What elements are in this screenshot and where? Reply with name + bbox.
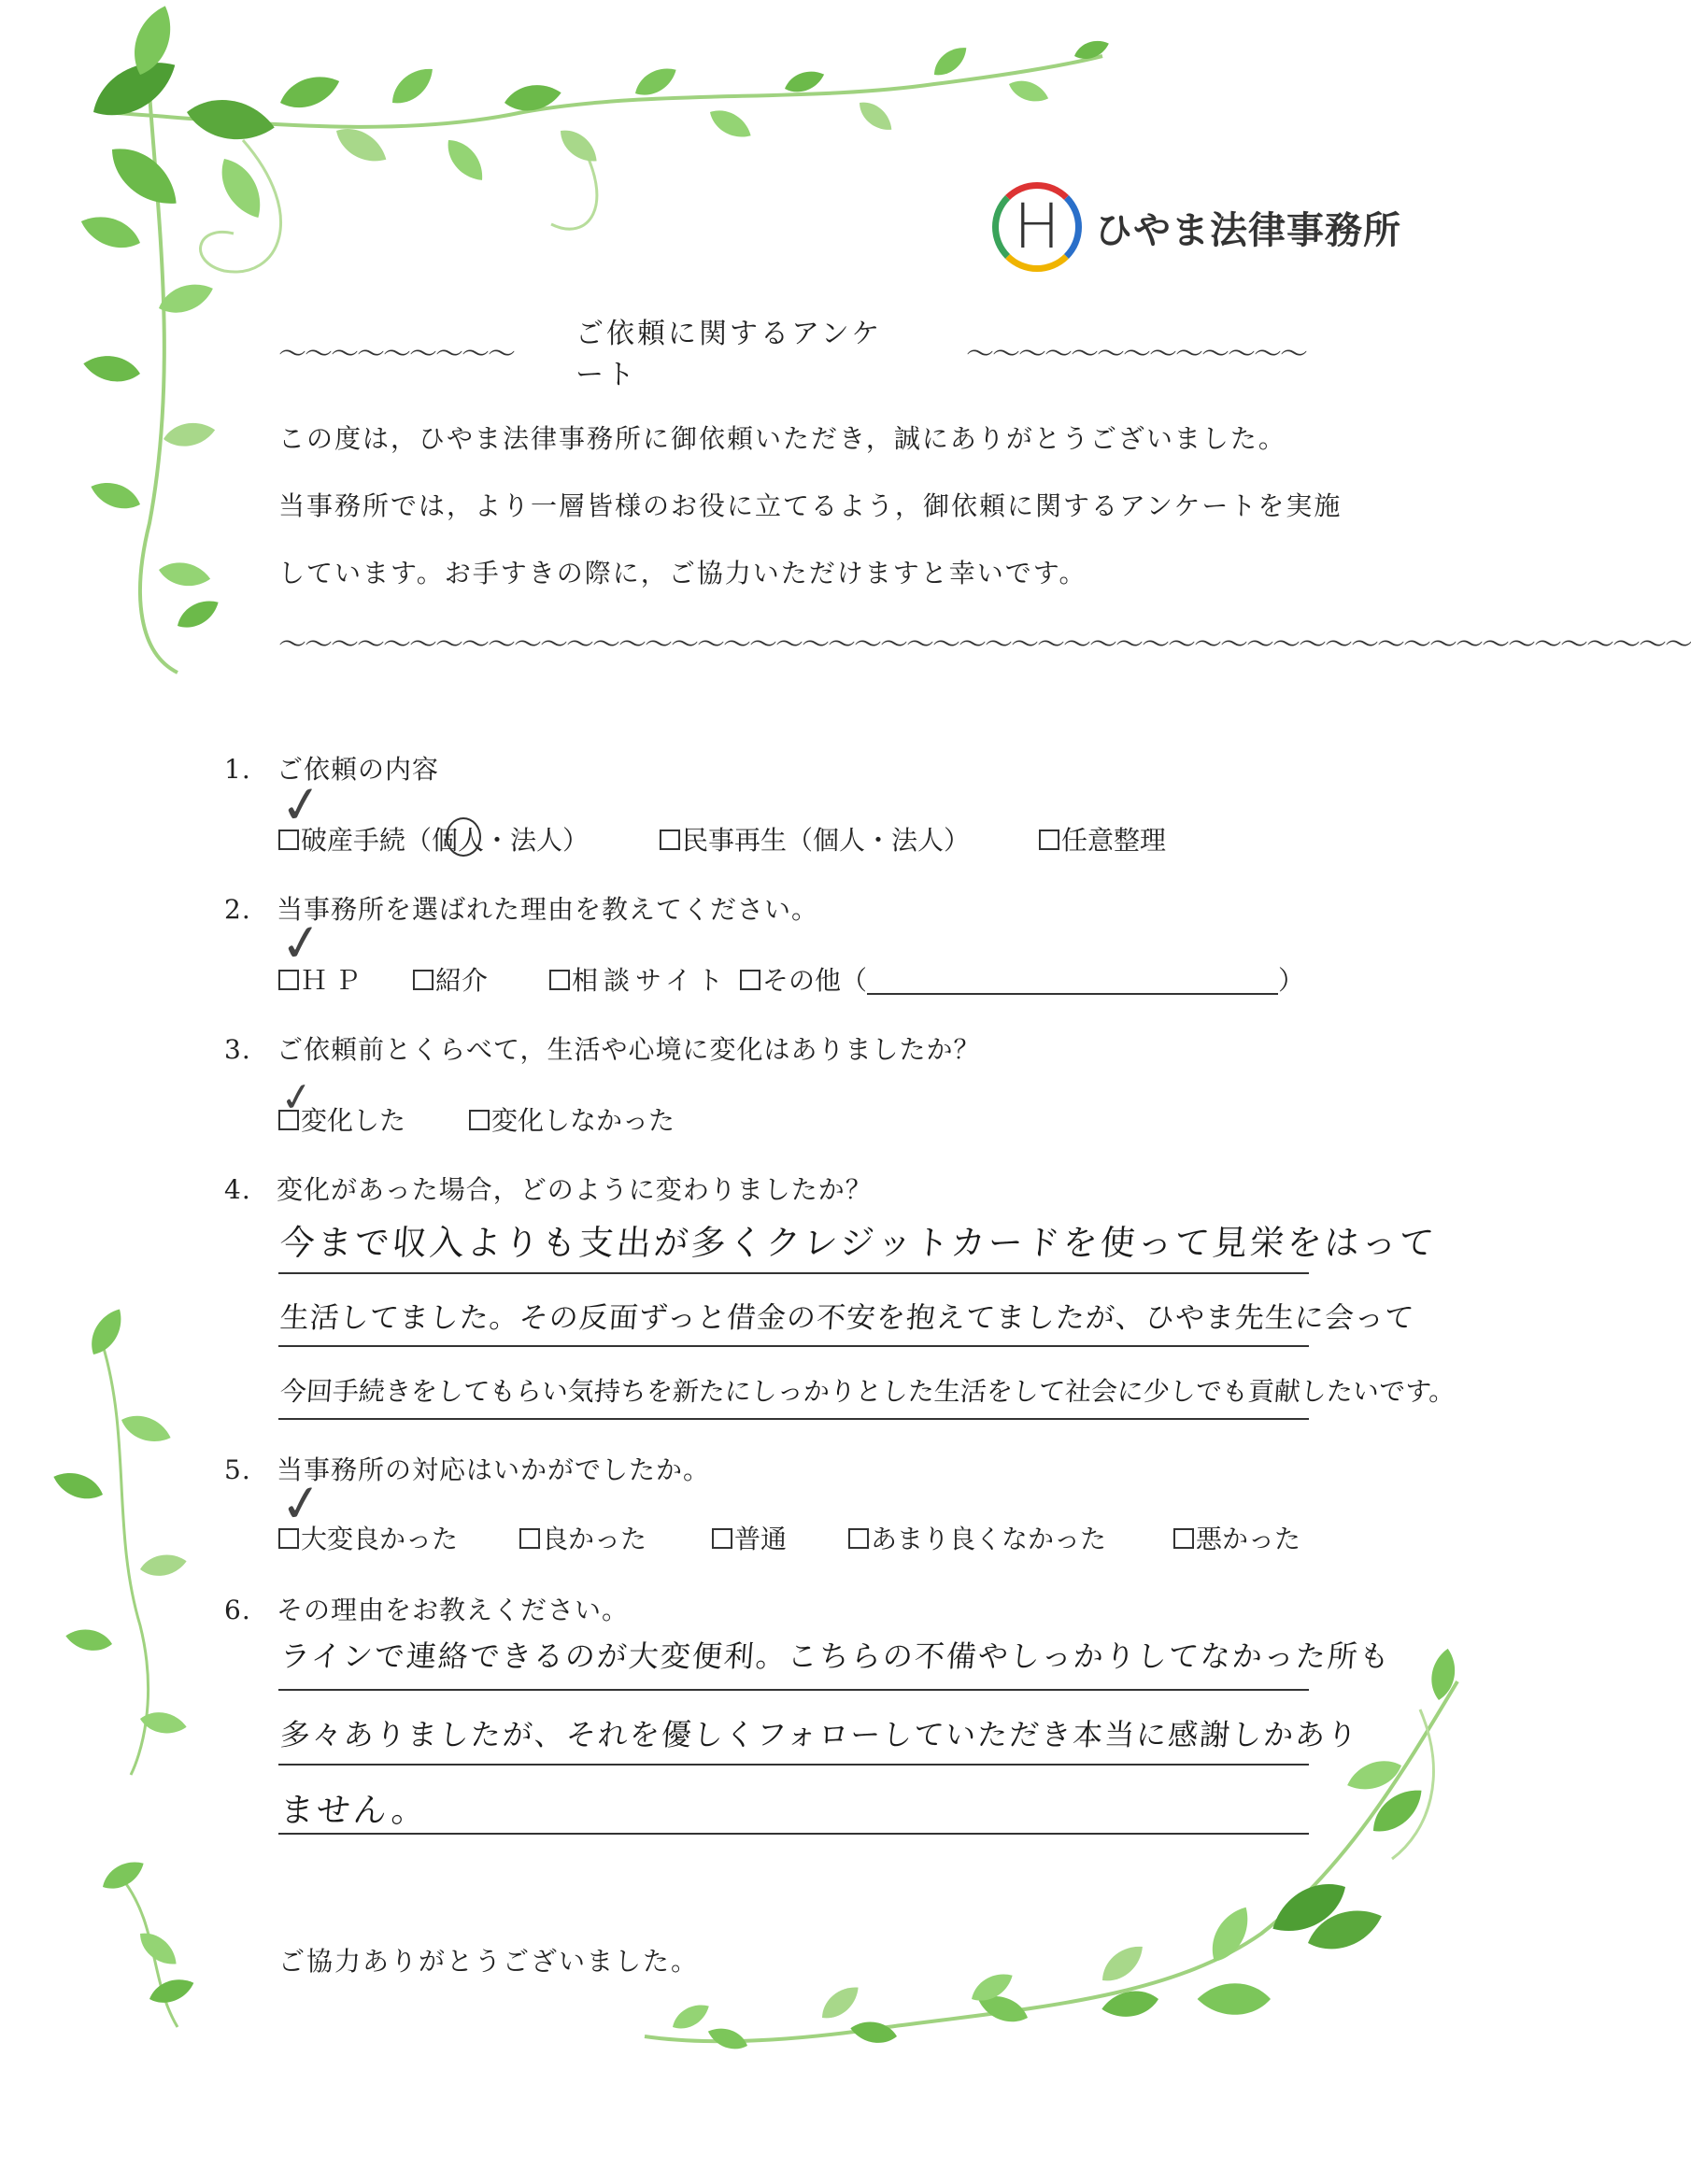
- q2-option-referral[interactable]: [413, 960, 488, 998]
- question-1: [224, 749, 439, 787]
- checkmark-icon: ✓: [276, 773, 327, 837]
- q1-option-voluntary[interactable]: [1039, 820, 1166, 858]
- checkbox[interactable]: [519, 1528, 540, 1549]
- checkbox[interactable]: [413, 970, 433, 990]
- answer-rule: [278, 1833, 1309, 1835]
- q5-option-good-label: 良かった: [542, 1524, 647, 1554]
- q6-answer-line-1: ラインで連絡できるのが大変便利。こちらの不備やしっかりしてなかった所も: [278, 1638, 1393, 1674]
- answer-rule: [278, 1418, 1309, 1420]
- q4-answer-line-3: 今回手続きをしてもらい気持ちを新たにしっかりとした生活をして社会に少しでも貢献したいです。: [278, 1376, 1457, 1407]
- checkbox[interactable]: [1039, 830, 1059, 850]
- question-5-number: 5.: [224, 1454, 251, 1485]
- q1-option-bankruptcy-label: 破産手続（個人・法人）: [301, 825, 590, 856]
- q1-option-civil-rehab-label: 民事再生（個人・法人）: [682, 825, 971, 856]
- question-3-text: ご依頼前とくらべて，生活や心境に変化はありましたか？: [277, 1034, 981, 1065]
- checkbox[interactable]: [660, 830, 680, 850]
- left-middle-vine: [50, 1304, 188, 1775]
- q2-option-consult-site-label: 相談サイト: [572, 965, 730, 996]
- title-wave-right: 〜〜〜〜〜〜〜〜〜〜〜〜〜: [966, 338, 1306, 371]
- answer-rule: [278, 1272, 1309, 1274]
- checkbox[interactable]: [848, 1528, 869, 1549]
- q5-option-good[interactable]: [519, 1519, 647, 1556]
- survey-title: ご依頼に関するアンケート: [576, 318, 883, 391]
- logo-h-mark: [992, 182, 1082, 272]
- question-6-text: その理由をお教えください。: [277, 1595, 630, 1625]
- q4-answer-line-2: 生活してました。その反面ずっと借金の不安を抱えてましたが、ひやま先生に会って: [278, 1301, 1416, 1335]
- question-4: [224, 1170, 873, 1207]
- q2-other-blank-line[interactable]: [867, 969, 1278, 995]
- question-4-number: 4.: [224, 1174, 251, 1205]
- checkbox[interactable]: [712, 1528, 732, 1549]
- checkmark-icon: ✓: [276, 1471, 327, 1536]
- question-1-number: 1.: [224, 754, 251, 785]
- closing-message: ご協力ありがとうございました。: [278, 1946, 700, 1977]
- answer-rule: [278, 1689, 1309, 1691]
- question-4-text: 変化があった場合，どのように変わりましたか？: [277, 1174, 873, 1205]
- question-5-text: 当事務所の対応はいかがでしたか。: [277, 1454, 711, 1485]
- q2-option-hp-label: ＨＰ: [301, 965, 369, 996]
- question-1-text: ご依頼の内容: [277, 754, 440, 785]
- q2-option-other[interactable]: [740, 960, 1304, 998]
- q3-option-not-changed[interactable]: [469, 1100, 675, 1138]
- q5-option-bad-label: 悪かった: [1196, 1524, 1301, 1554]
- firm-name: ひやま法律事務所: [1095, 207, 1401, 252]
- question-6: [224, 1590, 629, 1627]
- firm-logo: [992, 182, 1401, 272]
- checkbox[interactable]: [549, 970, 570, 990]
- intro-line-3: しています。お手すきの際に，ご協力いただけますと幸いです。: [278, 558, 1087, 589]
- question-6-number: 6.: [224, 1595, 251, 1625]
- checkbox[interactable]: [469, 1110, 490, 1130]
- intro-line-2: 当事務所では，より一層皆様のお役に立てるよう，御依頼に関するアンケートを実施: [278, 490, 1343, 521]
- q1-option-civil-rehab[interactable]: [660, 820, 970, 858]
- bottom-right-vine: [645, 1647, 1459, 2054]
- q2-option-other-label: その他（: [762, 965, 868, 996]
- question-3-number: 3.: [224, 1034, 251, 1065]
- q2-option-referral-label: 紹介: [435, 965, 489, 996]
- q2-option-other-close: ）: [1278, 965, 1305, 996]
- q5-option-bad[interactable]: [1173, 1519, 1300, 1556]
- answer-rule: [278, 1345, 1309, 1347]
- checkmark-icon: ✓: [276, 911, 327, 975]
- q6-answer-line-2: 多々ありましたが、それを優しくフォローしていただき本当に感謝しかあり: [278, 1717, 1360, 1752]
- q5-option-average-label: 普通: [734, 1524, 788, 1554]
- question-2-number: 2.: [224, 894, 251, 925]
- title-wave-left: 〜〜〜〜〜〜〜〜〜: [278, 338, 514, 371]
- question-2-text: 当事務所を選ばれた理由を教えてください。: [277, 894, 819, 925]
- q4-answer-line-1: 今まで収入よりも支出が多くクレジットカードを使って見栄をはって: [278, 1223, 1439, 1263]
- q3-option-not-changed-label: 変化しなかった: [491, 1105, 675, 1136]
- checkmark-icon: ✓: [277, 1071, 317, 1123]
- bottom-left-vine: [98, 1854, 197, 2027]
- q1-option-voluntary-label: 任意整理: [1061, 825, 1167, 856]
- q5-option-very-good-label: 大変良かった: [301, 1524, 459, 1554]
- q5-option-not-good[interactable]: [848, 1519, 1106, 1556]
- survey-title-row: [278, 318, 1306, 391]
- q5-option-not-good-label: あまり良くなかった: [871, 1524, 1107, 1554]
- answer-rule: [278, 1764, 1309, 1766]
- q5-option-average[interactable]: [712, 1519, 787, 1556]
- intro-wave-divider: 〜〜〜〜〜〜〜〜〜〜〜〜〜〜〜〜〜〜〜〜〜〜〜〜〜〜〜〜〜〜〜〜〜〜〜〜〜〜〜〜〜〜〜〜〜〜〜〜〜〜〜〜〜〜: [278, 629, 1691, 661]
- question-3: [224, 1029, 980, 1067]
- intro-line-1: この度は，ひやま法律事務所に御依頼いただき，誠にありがとうございました。: [278, 423, 1286, 454]
- q2-option-consult-site[interactable]: [549, 960, 729, 998]
- logo-h-letter: H: [1014, 191, 1060, 262]
- q3-option-changed-label: 変化した: [301, 1105, 406, 1136]
- q6-answer-line-3: ません。: [278, 1792, 430, 1830]
- circle-mark-icon: [446, 817, 481, 857]
- checkbox[interactable]: [1173, 1528, 1194, 1549]
- checkbox[interactable]: [740, 970, 760, 990]
